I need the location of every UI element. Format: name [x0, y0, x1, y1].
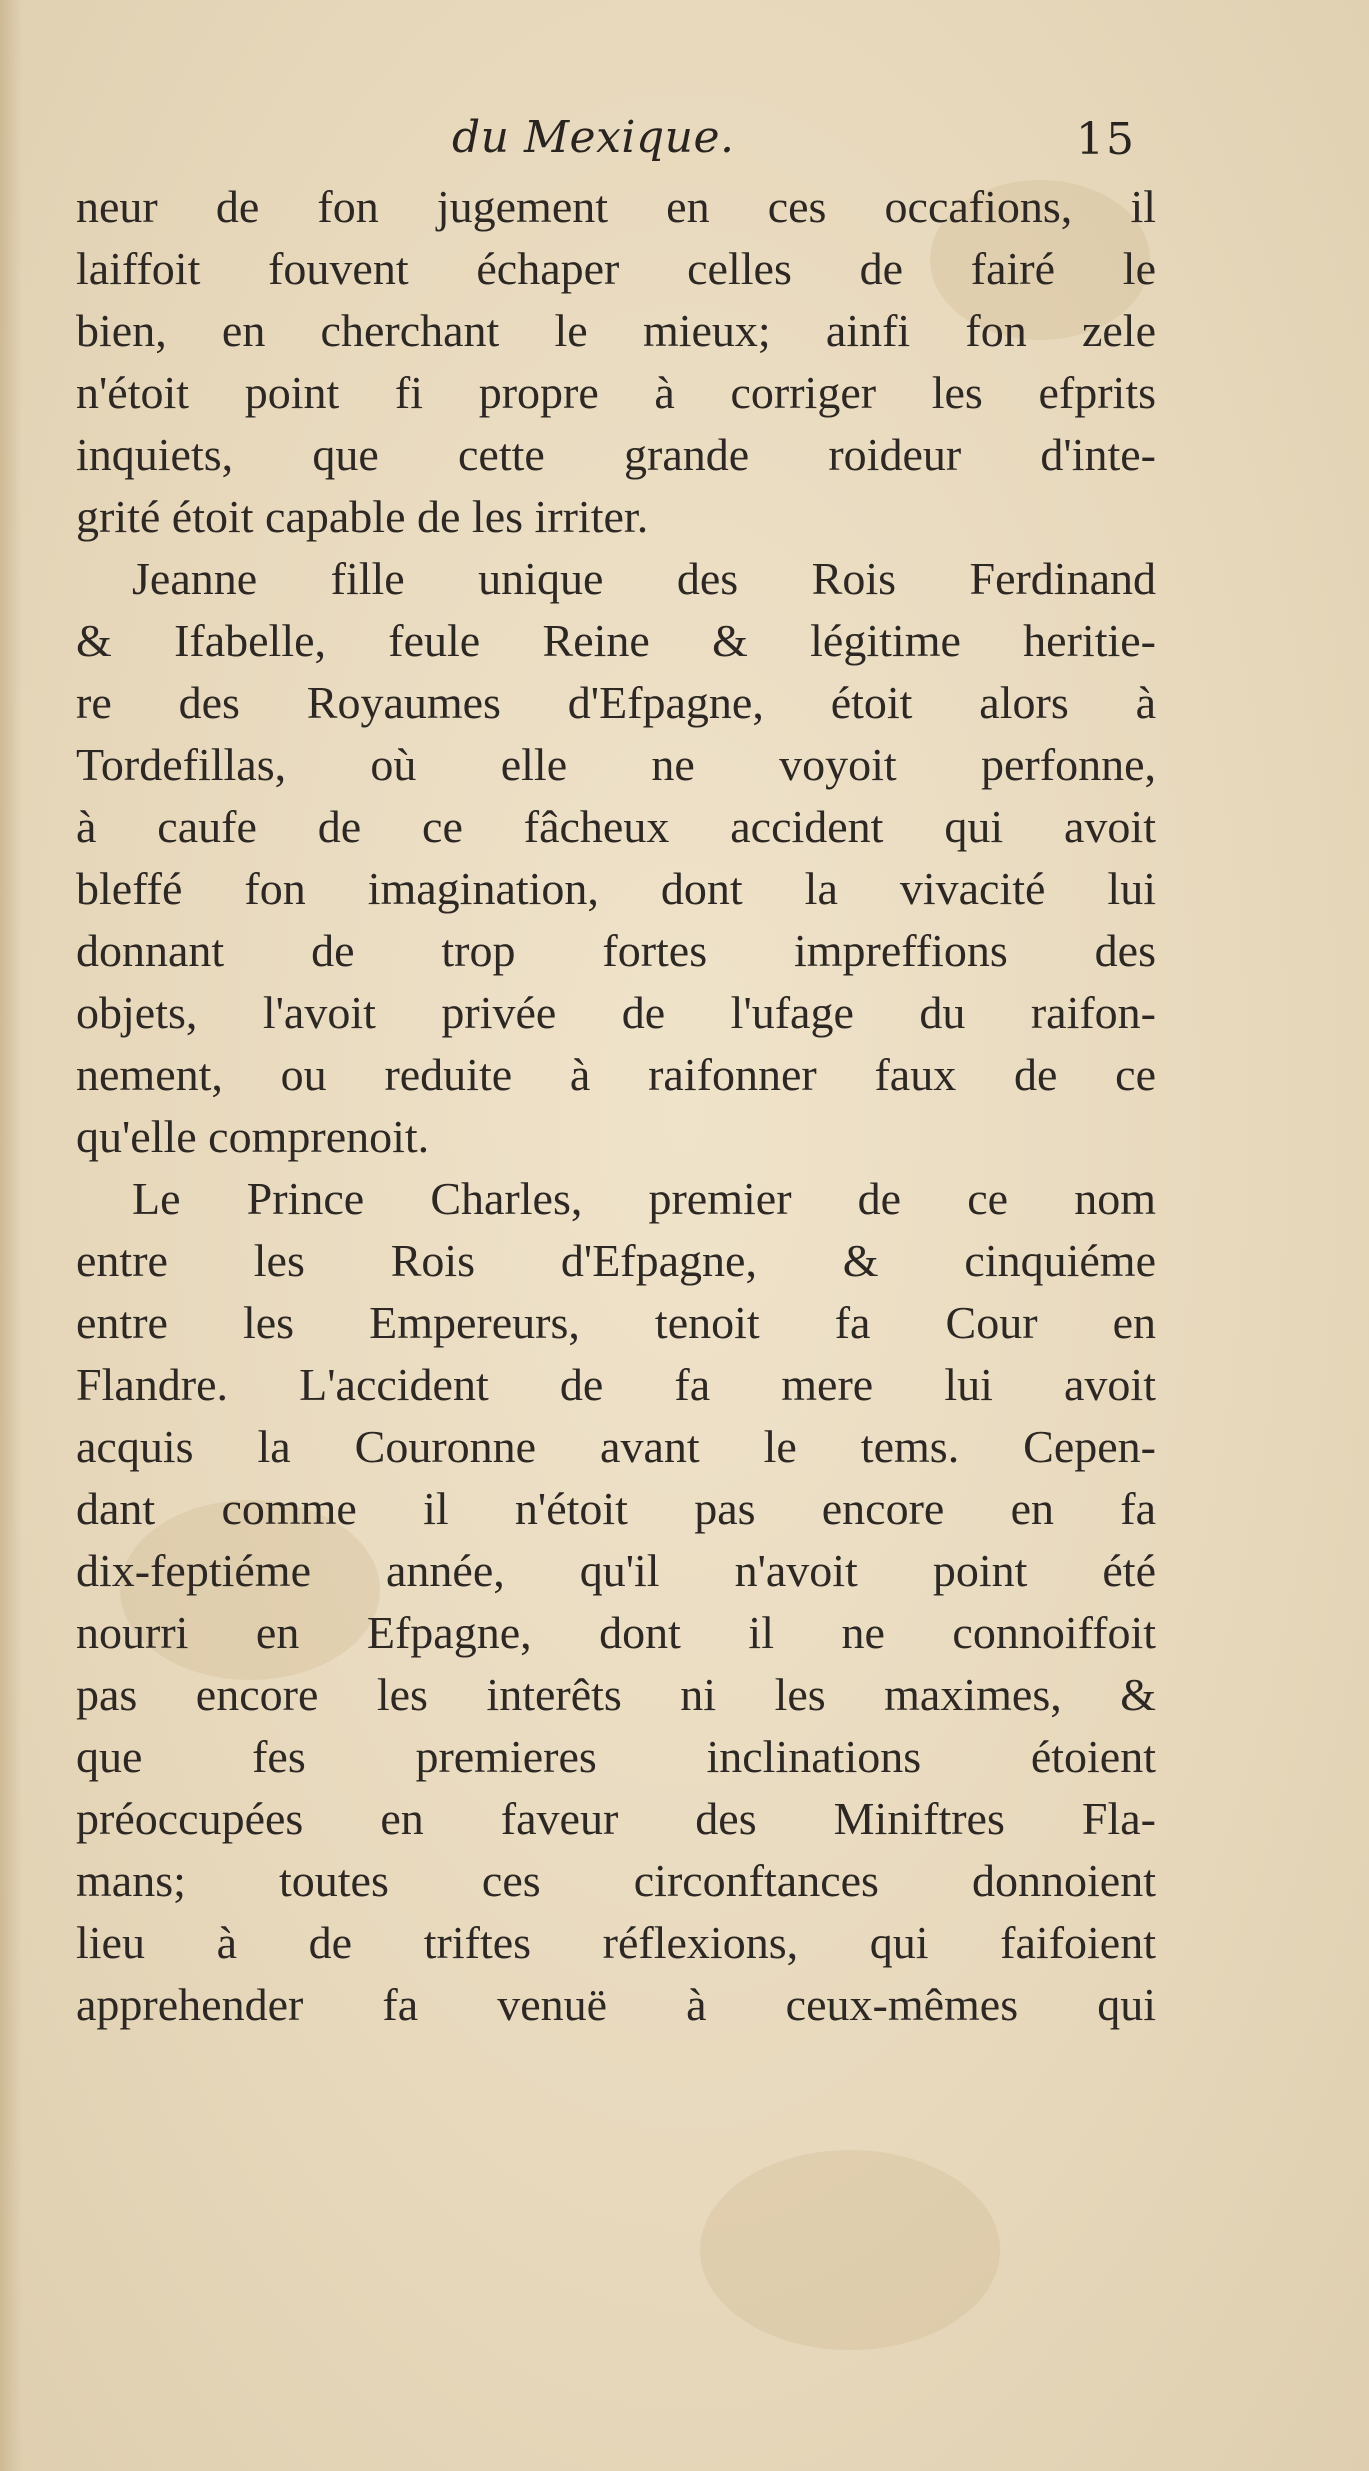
text-line: inquiets, que cette grande roideur d'inte-: [76, 429, 1156, 480]
page-number: 15: [1076, 114, 1136, 165]
text-line: lieu à de triftes réflexions, qui faifoient: [76, 1917, 1156, 1968]
text-line: entre les Rois d'Efpagne, & cinquiéme: [76, 1235, 1156, 1286]
running-head: du Mexique.: [452, 112, 735, 163]
text-line: donnant de trop fortes impreffions des: [76, 925, 1156, 976]
text-line: nourri en Efpagne, dont il ne connoiffoit: [76, 1607, 1156, 1658]
text-line: Tordefillas, où elle ne voyoit perfonne,: [76, 739, 1156, 790]
page-gutter-shadow: [0, 0, 22, 2471]
text-line: préoccupées en faveur des Miniftres Fla-: [76, 1793, 1156, 1844]
text-line: qu'elle comprenoit.: [76, 1111, 430, 1162]
text-line: apprehender fa venuë à ceux-mêmes qui: [76, 1979, 1156, 2030]
text-line: & Ifabelle, feule Reine & légitime heritie-: [76, 615, 1156, 666]
text-line: Le Prince Charles, premier de ce nom: [132, 1173, 1156, 1224]
text-line: dant comme il n'étoit pas encore en fa: [76, 1483, 1156, 1534]
text-line: Jeanne fille unique des Rois Ferdinand: [132, 553, 1156, 604]
text-line: entre les Empereurs, tenoit fa Cour en: [76, 1297, 1156, 1348]
text-line: laiffoit fouvent échaper celles de fairé le: [76, 243, 1156, 294]
text-line: dix-feptiéme année, qu'il n'avoit point été: [76, 1545, 1156, 1596]
text-line: neur de fon jugement en ces occafions, il: [76, 181, 1156, 232]
text-line: objets, l'avoit privée de l'ufage du raifon-: [76, 987, 1156, 1038]
text-line: grité étoit capable de les irriter.: [76, 491, 649, 542]
text-line: re des Royaumes d'Efpagne, étoit alors à: [76, 677, 1156, 728]
paper-stain: [700, 2150, 1000, 2350]
text-line: bien, en cherchant le mieux; ainfi fon zele: [76, 305, 1156, 356]
text-line: Flandre. L'accident de fa mere lui avoit: [76, 1359, 1156, 1410]
text-line: nement, ou reduite à raifonner faux de ce: [76, 1049, 1156, 1100]
text-line: n'étoit point fi propre à corriger les efprits: [76, 367, 1156, 418]
text-line: à caufe de ce fâcheux accident qui avoit: [76, 801, 1156, 852]
body-text: [76, 176, 1156, 2036]
page-header: [0, 112, 1369, 182]
text-line: mans; toutes ces circonftances donnoient: [76, 1855, 1156, 1906]
text-line: bleffé fon imagination, dont la vivacité lui: [76, 863, 1156, 914]
text-line: pas encore les interêts ni les maximes, &: [76, 1669, 1156, 1720]
text-line: que fes premieres inclinations étoient: [76, 1731, 1156, 1782]
text-line: acquis la Couronne avant le tems. Cepen-: [76, 1421, 1156, 1472]
